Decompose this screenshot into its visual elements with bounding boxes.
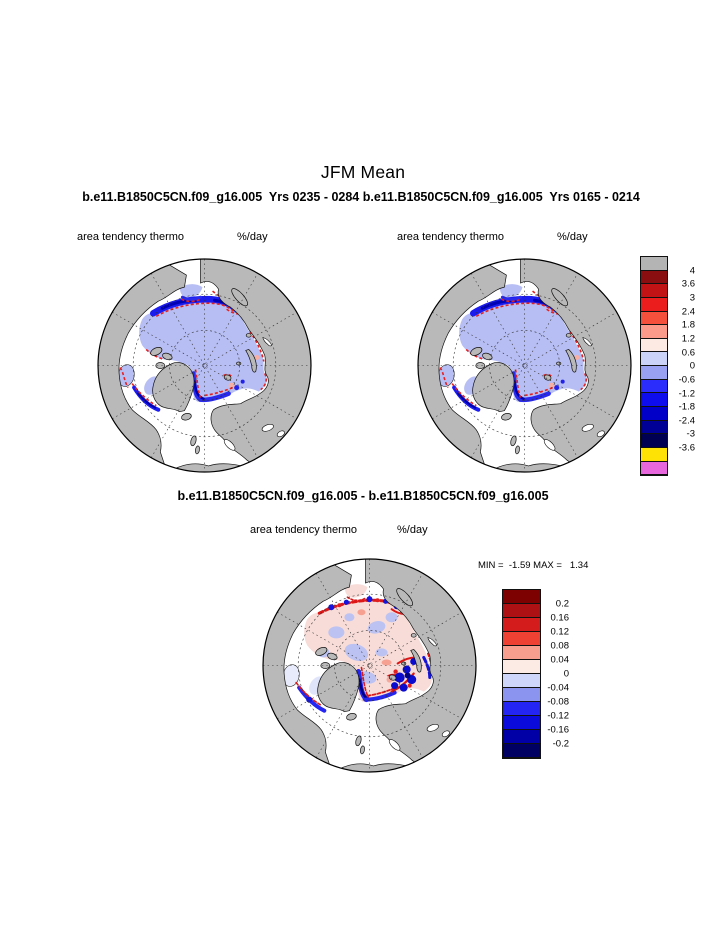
colorbar-box	[641, 352, 667, 366]
colorbar-tick-label: -0.08	[547, 696, 569, 708]
colorbar-box	[503, 702, 540, 716]
panel-diff-field-label: area tendency thermo	[250, 524, 358, 536]
colorbar-tick-label: -0.6	[678, 374, 695, 386]
colorbar-box	[503, 604, 540, 618]
colorbar-box	[503, 688, 540, 702]
colorbar-tick-label: 2.4	[681, 306, 695, 318]
colorbar-box	[503, 632, 540, 646]
colorbar-box	[641, 312, 667, 326]
cases-subtitle: b.e11.B1850C5CN.f09_g16.005 Yrs 0235 - 0284 b.e11.B1850C5CN.f09_g16.005 Yrs 0165 - 0214	[82, 190, 640, 204]
colorbar-box	[641, 407, 667, 421]
colorbar-tick-label: 1.8	[681, 319, 695, 331]
colorbar-tick-label: -0.04	[547, 682, 569, 694]
colorbar-tick-label: -3	[686, 428, 695, 440]
polar-map-top-left	[96, 257, 313, 474]
colorbar-tick-label: 3	[689, 292, 695, 304]
colorbar-tick-label: 0	[689, 360, 695, 372]
polar-map-top-right	[416, 257, 633, 474]
colorbar-tick-label: -1.2	[678, 388, 695, 399]
colorbar-box	[503, 716, 540, 730]
panel-top-left-units-label: %/day	[237, 231, 268, 243]
polar-map-difference	[261, 557, 478, 774]
colorbar-box	[641, 380, 667, 394]
colorbar-box	[503, 730, 540, 744]
colorbar-box	[503, 590, 540, 604]
page-title: JFM Mean	[320, 162, 406, 182]
colorbar-box	[503, 744, 540, 758]
colorbar-box	[503, 660, 540, 674]
panel-top-right-field-label: area tendency thermo	[397, 231, 505, 243]
colorbar-tick-label: 4	[689, 265, 695, 277]
colorbar-box	[641, 298, 667, 312]
colorbar-tick-label: 0.2	[555, 598, 569, 610]
colorbar-box	[641, 257, 667, 271]
colorbar-tick-label: 0	[563, 668, 569, 680]
minmax-label: MIN = -1.59 MAX = 1.34	[478, 560, 589, 571]
colorbar-box	[641, 421, 667, 435]
colorbar-box	[641, 434, 667, 448]
colorbar-box	[503, 646, 540, 660]
colorbar-tick-label: 0.6	[681, 347, 695, 359]
colorbar-box	[503, 618, 540, 632]
diff-subtitle: b.e11.B1850C5CN.f09_g16.005 - b.e11.B1850C5CN.f09_g16.005	[177, 489, 549, 503]
colorbar-tick-label: 3.6	[681, 278, 695, 290]
colorbar-box	[641, 284, 667, 298]
colorbar-box	[641, 339, 667, 353]
colorbar-tick-label: -3.6	[678, 442, 695, 454]
colorbar-box	[641, 271, 667, 285]
colorbar-tick-label: 0.04	[550, 654, 569, 666]
panel-top-left-field-label: area tendency thermo	[77, 231, 185, 243]
colorbar-box	[641, 325, 667, 339]
colorbar-tick-label: -0.2	[552, 738, 569, 750]
colorbar-tick-label: -1.8	[678, 401, 695, 413]
colorbar-box	[641, 448, 667, 462]
colorbar-main	[640, 256, 695, 476]
colorbar-box	[503, 674, 540, 688]
colorbar-tick-label: -2.4	[678, 415, 695, 427]
colorbar-tick-label: -0.12	[547, 710, 569, 722]
panel-diff-units-label: %/day	[397, 524, 428, 536]
panel-top-right-units-label: %/day	[557, 231, 588, 243]
colorbar-tick-label: 0.16	[550, 612, 569, 624]
colorbar-tick-label: 1.2	[681, 333, 695, 345]
colorbar-box	[641, 462, 667, 476]
colorbar-tick-label: 0.08	[550, 640, 569, 652]
colorbar-tick-label: 0.12	[550, 626, 569, 638]
colorbar-box	[641, 393, 667, 407]
colorbar-tick-label: -0.16	[547, 724, 569, 736]
colorbar-diff	[502, 589, 569, 759]
colorbar-box	[641, 366, 667, 380]
